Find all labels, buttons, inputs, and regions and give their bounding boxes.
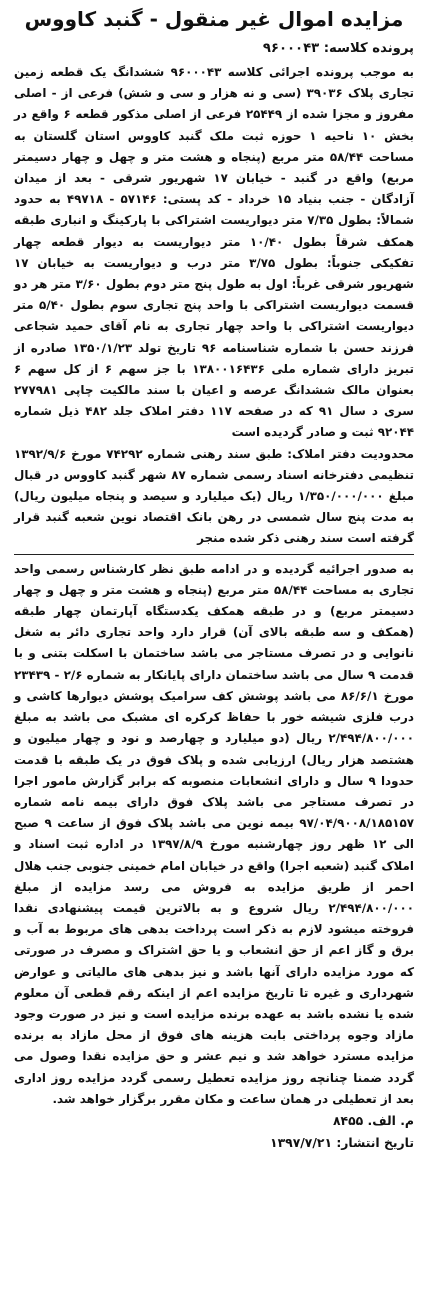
- property-description-paragraph: به موجب پرونده اجرائی کلاسه ۹۶۰۰۰۴۳ ششدانگ یک قطعه زمین تجاری پلاک ۳۹۰۳۶ (سی و نه هزار و سی و شش) فرعی از - اصلی مفروز و مجزا شده از ۲۵۴۴۹ فرعی از اصلی مذکور قطعه ۶ واقع در بخش ۱۰ ناحیه ۱ حوزه ثبت ملک گنبد کاووس استان گلستان به مساحت ۵۸/۴۴ متر مربع (پنجاه و هشت متر و چهل و چهار دسیمتر مربع) واقع در گنبد - خیابان ۱۷ شهریور شرقی - بعد از میدان آزادگان - جنب بنیاد ۱۵ خرداد - کد پستی: ۵۷۱۴۶ - ۴۹۷۱۸ به حدود شمالاً: بطول ۷/۳۵ متر دیواریست اشتراکی با پارکینگ و انباری طبقه همکف شرقاً بطول ۱۰/۴۰ متر دیواریست به دیوار قطعه چهار تفکیکی جنوباً: بطول ۳/۷۵ متر درب و دیواریست به خیابان ۱۷ شهریور شرقی غرباً: اول به طول پنج متر دوم بطول ۳/۶۰ متر هر دو قسمت دیواریست اشتراکی با واحد پنج تجاری سوم بطول ۵/۴۰ متر دیواریست اشتراکی با واحد چهار تجاری به نام آقای حمید شجاعی فرزند حسن با شماره شناسنامه ۹۶ تاریخ تولد ۱۳۵۰/۱/۲۳ صادره از تبریز دارای شماره ملی ۱۳۸۰۰۱۶۴۳۶ با جز سهم ۶ از کل سهم ۶ بعنوان مالک ششدانگ عرصه و اعیان با سند مالکیت چاپی ۲۷۷۹۸۱ سری د سال ۹۱ که در صفحه ۱۱۷ دفتر املاک جلد ۴۸۲ ذیل شماره ۹۲۰۴۴ ثبت و صادر گردیده است: [14, 65, 415, 440]
- reference-code: م. الف. ۸۴۵۵: [332, 1112, 414, 1128]
- publish-date: تاریخ انتشار: ۱۳۹۷/۷/۲۱: [270, 1134, 414, 1150]
- mortgage-restriction-paragraph: محدودیت دفتر املاک: طبق سند رهنی شماره ۷۴۲۹۲ مورخ ۱۳۹۲/۹/۶ تنظیمی دفترخانه اسناد رسمی شماره ۸۷ شهر گنبد کاووس در قبال مبلغ ۱/۳۵۰/۰۰۰/۰۰۰ ریال (یک میلیارد و سیصد و پنجاه میلیون ریال) به مدت پنج سال شمسی در رهن بانک اقتصاد نوین شعبه گنبد قرار گرفته است سند رهنی ذکر شده منجر: [14, 446, 415, 546]
- column-divider: [14, 554, 414, 555]
- notice-title: مزایده اموال غیر منقول - گنبد کاووس: [24, 7, 404, 31]
- notice-section-property: [14, 62, 414, 550]
- auction-terms-paragraph: به صدور اجرائیه گردیده و در ادامه طبق نظر کارشناس رسمی واحد تجاری به مساحت ۵۸/۴۴ متر مربع (پنجاه و هشت متر و چهل و چهار دسیمتر مربع) و در طبقه همکف یکدستگاه آپارتمان چهار طبقه (همکف و سه طبقه بالای آن) قرار دارد واحد تجاری دائر به شغل نانوایی و در تصرف مستاجر می باشد ساختمان با اسکلت بتنی و با قدمت ۹ سال می باشد ساختمان دارای پایانکار به شماره ۲/۶ - ۲۳۴۳۹ مورخ ۸۶/۶/۱ می باشد پوشش کف سرامیک پوشش دیوارها کاشی و درب فلزی شیشه خور با حفاظ کرکره ای مشبک می باشد به مبلغ ۲/۴۹۴/۸۰۰/۰۰۰ ریال (دو میلیارد و چهارصد و نود و چهار میلیون و هشتصد هزار ریال) ارزیابی شده و پلاک فوق در یک طبقه با قدمت حدودا ۹ سال و دارای انشعابات منصوبه که برابر گزارش مامور اجرا در تصرف مستاجر می باشد پلاک فوق دارای بیمه نامه شماره ۹۷/۰۴/۹۰۰۸/۱۸۵۱۵۷ بیمه نوین می باشد پلاک فوق از ساعت ۹ صبح الی ۱۲ ظهر روز چهارشنبه مورخ ۱۳۹۷/۸/۹ در اداره ثبت اسناد و املاک گنبد (شعبه اجرا) واقع در خیابان امام خمینی جنوبی جنب هلال احمر از طریق مزایده به فروش می رسد مزایده از مبلغ ۲/۴۹۴/۸۰۰/۰۰۰ ریال شروع و به بالاترین قیمت پیشنهادی نقدا فروخته میشود لازم به ذکر است پرداخت بدهی های مربوط به آب و برق و گاز اعم از حق انشعاب و یا حق اشتراک و مصرف در صورتی که مورد مزایده دارای آنها باشد و نیز بدهی های مالیاتی و عوارض شهرداری و غیره تا تاریخ مزایده اعم از اینکه رقم قطعی آن معلوم شده یا نشده باشد به عهده برنده مزایده است و نیز در صورت وجود مازاد وجوه پرداختی بابت هزینه های فوق از محل مازاد به برنده مزایده مسترد خواهد شد و نیم عشر و حق مزایده نقدا وصول می گردد ضمنا چنانچه روز مزایده تعطیل رسمی گردد مزایده روز اداری بعد از تعطیلی در همان ساعت و مکان مقرر برگزار خواهد شد.: [14, 561, 415, 1106]
- case-number: پرونده کلاسه: ۹۶۰۰۰۴۳: [262, 41, 414, 56]
- notice-section-auction-terms: [14, 559, 414, 1110]
